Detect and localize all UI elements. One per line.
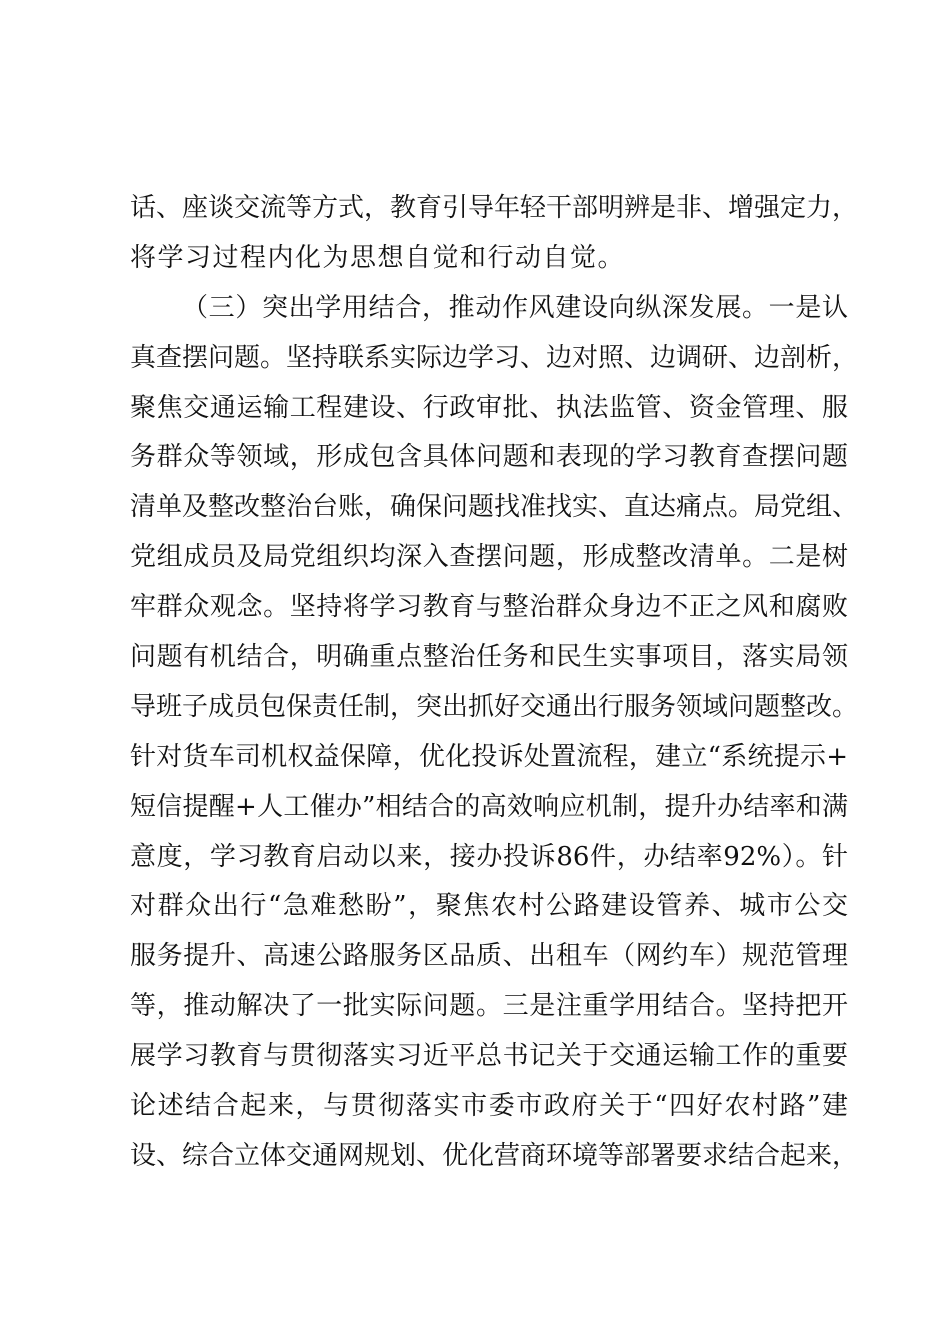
text-line: 牢群众观念。坚持将学习教育与整治群众身边不正之风和腐败 bbox=[130, 592, 848, 623]
text-line: 党组成员及局党组织均深入查摆问题，形成整改清单。二是树 bbox=[130, 542, 848, 573]
text-line: 将学习过程内化为思想自觉和行动自觉。 bbox=[130, 242, 626, 273]
text-line: 设、综合立体交通网规划、优化营商环境等部署要求结合起来， bbox=[130, 1140, 859, 1171]
section-heading-line: （三）突出学用结合，推动作风建设向纵深发展。一是认 bbox=[182, 292, 848, 323]
text-line: 真查摆问题。坚持联系实际边学习、边对照、边调研、边剖析， bbox=[130, 342, 859, 373]
text-line: 务群众等领域，形成包含具体问题和表现的学习教育查摆问题 bbox=[130, 442, 848, 473]
text-line: 意度，学习教育启动以来，接办投诉86件，办结率92%）。针 bbox=[130, 841, 848, 872]
text-line: 论述结合起来，与贯彻落实市委市政府关于“四好农村路”建 bbox=[130, 1091, 848, 1122]
text-line: 清单及整改整治台账，确保问题找准找实、直达痛点。局党组、 bbox=[130, 492, 859, 523]
text-line: 话、座谈交流等方式，教育引导年轻干部明辨是非、增强定力， bbox=[130, 193, 859, 223]
text-line: 聚焦交通运输工程建设、行政审批、执法监管、资金管理、服 bbox=[130, 392, 848, 423]
text-line: 展学习教育与贯彻落实习近平总书记关于交通运输工作的重要 bbox=[130, 1041, 848, 1072]
text-line: 等，推动解决了一批实际问题。三是注重学用结合。坚持把开 bbox=[130, 991, 848, 1022]
text-line: 短信提醒+人工催办”相结合的高效响应机制，提升办结率和满 bbox=[130, 791, 848, 822]
text-line: 对群众出行“急难愁盼”，聚焦农村公路建设管养、城市公交 bbox=[130, 891, 848, 922]
text-line: 导班子成员包保责任制，突出抓好交通出行服务领域问题整改。 bbox=[130, 691, 859, 722]
text-line: 针对货车司机权益保障，优化投诉处置流程，建立“系统提示+ bbox=[130, 741, 848, 772]
document-body bbox=[130, 188, 859, 1186]
text-line: 服务提升、高速公路服务区品质、出租车（网约车）规范管理 bbox=[130, 941, 848, 972]
text-line: 问题有机结合，明确重点整治任务和民生实事项目，落实局领 bbox=[130, 642, 848, 673]
